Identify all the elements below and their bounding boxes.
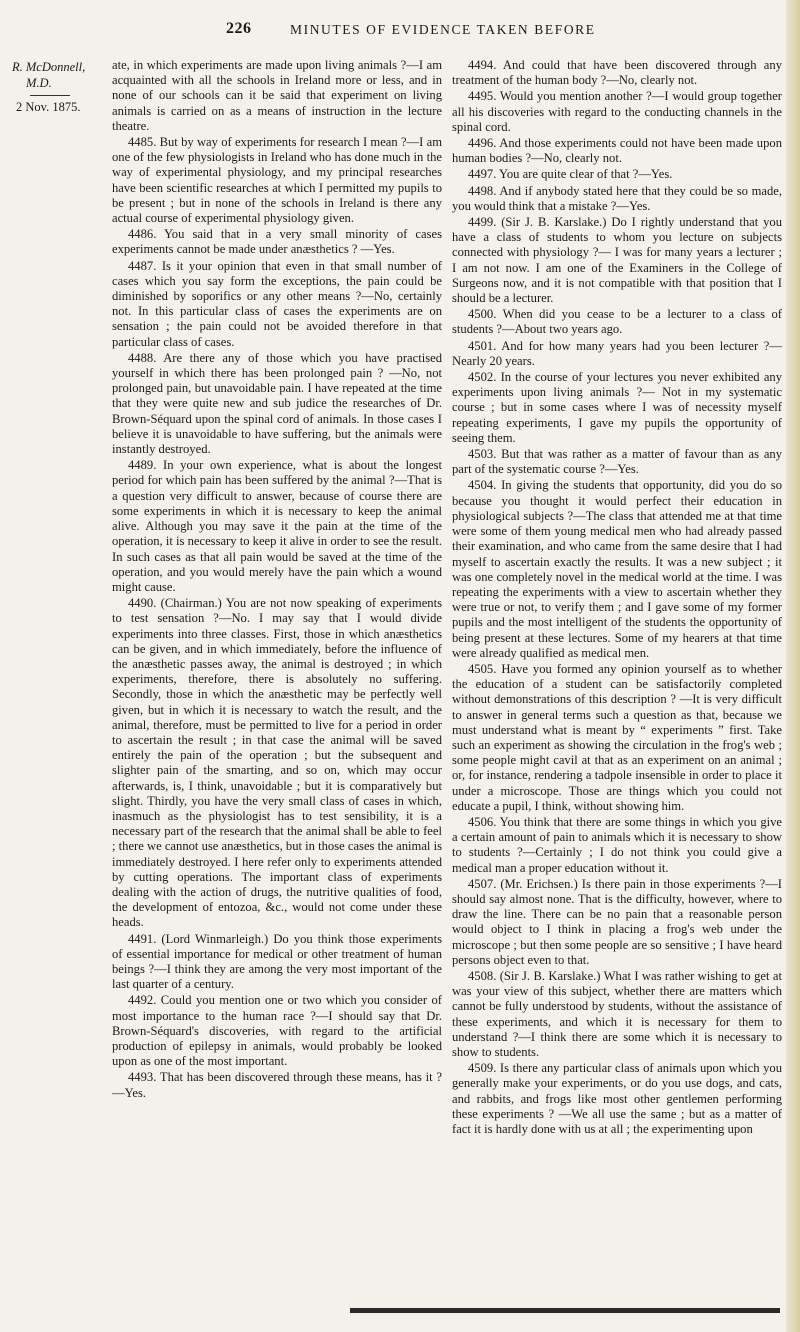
paragraph: 4493. That has been discovered through these means, has it ?—Yes. (112, 1070, 442, 1100)
paragraph: 4490. (Chairman.) You are not now speaking of experiments to test sensation ?—No. I may say that I would divide experiments into three classes. First, those in which anæsthetics can be given, and in which immediately, before the influence of the anæsthetic passes away, the animal is destroyed ; in which experiments, therefore, there is absolutely no suffering. Secondly, those in which the anæsthetic may be perfectly well given, but in which it is necessary to watch the result, and the animal, therefore, must be permitted to live for a period in order to ascertain the result ; in that case the animal will be saved entirely the pain of the operation ; but the subsequent and slighter pain of the smarting, and so on, which may occur afterwards, is, I think, unavoidable ; but it is comparatively but slight. Thirdly, you have the very small class of cases in which, inasmuch as the physiologist has to test sensibility, it is a necessary part of the research that the animal shall be able to feel ; there we cannot use anæsthetics, but in those cases the animal is immediately destroyed. I here refer only to experiments attended by cutting operations. The important class of experiments dealing with the action of drugs, the nutritive qualities of food, the development of entozoa, &c., would not come under these heads. (112, 596, 442, 930)
paragraph: 4509. Is there any particular class of animals upon which you generally make your experiments, or do you use dogs, and cats, and rabbits, and frogs like most other gentlemen performing these experiments ? —We all use the same ; but as a matter of fact it is hardly done with us at all ; the experimenting upon (452, 1061, 782, 1137)
hearing-date: 2 Nov. 1875. (16, 100, 81, 114)
right-column (452, 58, 782, 1138)
paragraph: 4485. But by way of experiments for research I mean ?—I am one of the few physiologists in Ireland who has done much in the way of experimental physiology, and my principal researches have been scientific researches at which I permitted my pupils to be present ; but in none of the schools in Ireland is there any actual course of experimental physiology given. (112, 135, 442, 226)
paragraph: 4491. (Lord Winmarleigh.) Do you think those experiments of essential importance for medical or other treatment of human beings ?—I think they are among the very most important of the last quarter of a century. (112, 931, 442, 992)
margin-note (12, 60, 107, 116)
paragraph: ate, in which experiments are made upon living animals ?—I am acquainted with all the schools in Ireland more or less, and in none of our schools can it be said that experiment on living animals is carried on as a means of instruction in the lecture theatre. (112, 58, 442, 133)
paragraph: 4492. Could you mention one or two which you consider of most importance to the human race ?—I should say that Dr. Brown-Séquard's discoveries, with regard to the artificial production of epilepsy in animals, would probably be looked upon as one of the most important. (112, 993, 442, 1069)
running-head: MINUTES OF EVIDENCE TAKEN BEFORE (290, 22, 596, 37)
paragraph: 4497. You are quite clear of that ?—Yes. (468, 167, 673, 182)
margin-rule (30, 95, 70, 96)
paragraph: 4507. (Mr. Erichsen.) Is there pain in those experiments ?—I should say almost none. That is the difficulty, however, where to draw the line. There can be no pain that a reasonable person would object to I think in placing a frog's web under the microscope ; but then some people are so sensitive ; I have heard persons object even to that. (452, 876, 782, 967)
paragraph: 4498. And if anybody stated here that they could be so made, you would think that a mistake ?—Yes. (452, 183, 782, 213)
paragraph: 4488. Are there any of those which you have practised yourself in which there has been prolonged pain ? —No, not prolonged pain, but unavoidable pain. I have repeated at the time that they were quite new and sub judice the researches of Dr. Brown-Séquard upon the spinal cord of animals. In those cases I believe it is unavoidable to have suffering, but the animals were instantly destroyed. (112, 350, 442, 457)
page-number: 226 (226, 20, 252, 37)
paragraph: 4500. When did you cease to be a lecturer to a class of students ?—About two years ago. (452, 307, 782, 337)
witness-degree: M.D. (26, 75, 52, 90)
paragraph: 4486. You said that in a very small minority of cases experiments cannot be made under anæsthetics ? —Yes. (112, 227, 442, 257)
left-column (112, 58, 442, 1102)
paragraph: 4489. In your own experience, what is about the longest period for which pain has been suffered by the animal ?—That is a question very difficult to answer, because of course there are some experiments in which it is necessary to keep the animal alive. Although you may save it the pain at the time of the operation, it is necessary to keep it alive in order to see the result. In such cases as that all pain would be saved at the time of the operation, and you would merely have the pain which a wound might cause. (112, 458, 442, 594)
paragraph: 4508. (Sir J. B. Karslake.) What I was rather wishing to get at was your view of this subject, whether there are matters which cannot be fully understood by students, without the assistance of these experiments, and which it is necessary for them to understand ?—I think there are some which it is necessary to show to students. (452, 968, 782, 1059)
paragraph: 4501. And for how many years had you been lecturer ?—Nearly 20 years. (452, 338, 782, 368)
paragraph: 4496. And those experiments could not have been made upon human bodies ?—No, clearly not. (452, 136, 782, 166)
paragraph: 4502. In the course of your lectures you never exhibited any experiments upon living animals ?— Not in my systematic course ; but in some cases where I was of necessity myself repeating experiments, I gave my pupils the opportunity of seeing them. (452, 370, 782, 445)
page-header (0, 20, 800, 42)
bottom-rule (350, 1308, 780, 1313)
witness-name: R. McDonnell, (12, 60, 86, 74)
page-edge (786, 0, 800, 1332)
paragraph: 4506. You think that there are some things in which you give a certain amount of pain to animals which it is necessary to show to students ?—Certainly ; I do not think you could give a medical man a proper education without it. (452, 814, 782, 875)
paragraph: 4499. (Sir J. B. Karslake.) Do I rightly understand that you have a class of students to whom you lecture on subjects connected with physiology ?— I was for many years a lecturer ; I am not now. I am one of the Examiners in the College of Surgeons now, and it is not compatible with that position that I should be a lecturer. (452, 215, 782, 306)
paragraph: 4504. In giving the students that opportunity, did you do so because you thought it would perfect their education in physiological subjects ?—The class that attended me at that time were some of them young medical men who had already passed their examination, and who came from the same desire that I had myself to ascertain exactly the results. It was a new subject ; it was one completely novel in the medical world at the time. I was repeating the experiments with a view to ascertain whether they were true or not, to verify them ; and I gave some of my former pupils and the most intelligent of the students the opportunity of being present at these lectures. Some of my hearers at that time were already qualified as medical men. (452, 478, 782, 660)
paragraph: 4495. Would you mention another ?—I would group together all his discoveries with regard to the conducting channels in the spinal cord. (452, 89, 782, 134)
paragraph: 4505. Have you formed any opinion yourself as to whether the education of a student can be satisfactorily completed without demonstrations of this description ? —It is very difficult to answer in general terms such a question as that, because we must understand what is meant by “ experiments ” first. Take such an experiment as showing the circulation in the frog's web ; some people might cavil at that as an experiment on an animal ; or, for instance, rendering a tadpole insensible in order to place it under a microscope. Those are things which you could not educate a pupil, I think, without showing him. (452, 661, 782, 813)
paragraph: 4487. Is it your opinion that even in that small number of cases which you say form the exceptions, the pain could be diminished by soporifics or any other means ?—No, certainly not. In this particular class of cases the experiments are on sensation ; the pain could not be avoided therefore in that particular class of cases. (112, 258, 442, 349)
paragraph: 4503. But that was rather as a matter of favour than as any part of the systematic course ?—Yes. (452, 447, 782, 477)
paragraph: 4494. And could that have been discovered through any treatment of the human body ?—No, clearly not. (452, 58, 782, 88)
